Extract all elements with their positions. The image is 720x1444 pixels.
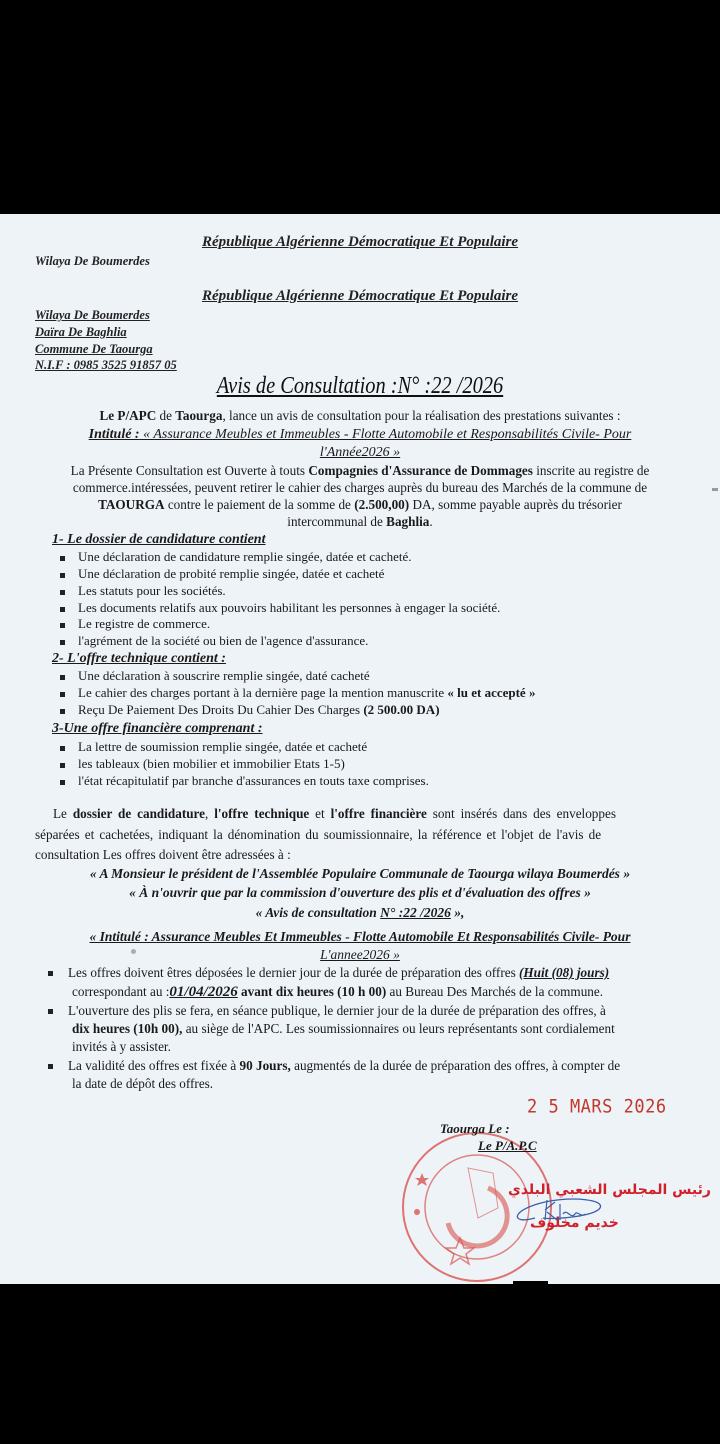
daira-label: Daïra De Baghlia [35,325,127,339]
envelopes-line-2: séparées et cachetées, indiquant la dénomination du soumissionnaire, la référence et l'objet de l'avis de [35,827,602,842]
intitule-label: Intitulé : [88,427,140,442]
intro-apc: Le P/APC [99,408,157,423]
list-item [60,668,370,684]
item-text: Le registre de commerce. [78,616,211,631]
condition-continued [72,984,603,1001]
text: La validité des offres est fixée à [68,1058,240,1073]
page-title: Avis de Consultation :N° :22 /2026 [216,373,504,399]
item-text: l'agrément de la société ou bien de l'agence d'assurance. [78,633,369,648]
intitule-line-2: l'Année2026 » [319,445,401,460]
dossier-bold: dossier de candidature [72,806,206,821]
intitule-line-1 [0,427,720,443]
text: correspondant au : [72,984,170,999]
scan-mark [712,488,718,491]
amount-bold: (2.500,00) [354,497,410,512]
offre-financiere-bold: l'offre financière [330,806,427,821]
bullet-icon [48,1064,53,1069]
ink-smudge [131,949,136,954]
bullet-icon [60,709,65,714]
list-item [60,566,384,582]
text: L'ouverture des plis se fera, en séance publique, le dernier jour de la durée de préparation des offres, à [68,1003,606,1018]
condition-continued [72,1021,615,1037]
intro-taourga: Taourga [175,408,223,423]
bullet-icon [60,607,65,612]
text: inscrite au registre de [532,463,650,478]
text: « Avis de consultation [255,905,381,920]
wilaya-label-2: Wilaya De Boumerdes [35,308,150,322]
item-text: Une déclaration à souscrire remplie singée, daté cacheté [78,668,370,683]
offre-technique-bold: l'offre technique [214,806,310,821]
condition-continued: la date de dépôt des offres. [72,1076,214,1091]
text: intercommunal de [287,514,387,529]
section-2-heading: 2- L'offre technique contient : [52,651,226,666]
arabic-title: رئيس المجلس الشعبي البلدي [508,1182,711,1198]
section-1-heading: 1- Le dossier de candidature contient [52,532,266,547]
text: contre le paiement de la somme de [164,497,355,512]
item-text: les tableaux (bien mobilier et immobilier Etats 1-5) [78,756,345,771]
list-item [60,702,440,718]
place-date-label: Taourga Le : [440,1121,510,1136]
bullet-icon [60,556,65,561]
baghlia-bold: Baghlia [386,514,430,529]
wilaya-label: Wilaya De Boumerdes [35,254,150,268]
bullet-icon [60,590,65,595]
list-item [60,583,226,599]
address-line-2: « À n'ouvrir que par la commission d'ouverture des plis et d'évaluation des offres » [129,885,591,900]
item-text: Une déclaration de probité remplie singée, datée et cacheté [78,566,385,581]
text: . [429,514,433,529]
companies-bold: Compagnies d'Assurance de Dommages [308,463,533,478]
text: et [309,806,331,821]
republic-heading-2: République Algérienne Démocratique Et Populaire [201,288,519,304]
arabic-name: خديم مخلوف [530,1215,619,1231]
envelopes-line-3: consultation Les offres doivent être adressées à : [35,847,291,862]
nif-label: N.I.F : 0985 3525 91857 05 [35,358,177,372]
taourga-bold: TAOURGA [98,497,165,512]
address-intitule-1: « Intitulé : Assurance Meubles Et Immeubles - Flotte Automobile Et Responsabilités Civile- Pour [89,929,631,944]
bullet-icon [60,763,65,768]
item-text: Les documents relatifs aux pouvoirs habilitant les personnes à engager la société. [78,600,501,615]
bullet-icon [60,780,65,785]
bullet-icon [60,623,65,628]
condition-continued: invités à y assister. [72,1039,171,1054]
list-item [60,633,368,649]
deadline-time: avant dix heures (10 h 00) [237,984,387,999]
received-date-stamp: 2 5 MARS 2026 [527,1096,667,1118]
list-item [60,549,412,565]
list-item [60,600,500,616]
intro-sentence [0,408,720,424]
opening-time: dix heures (10h 00), [72,1021,183,1036]
bullet-icon [48,1009,53,1014]
text: Les offres doivent êtres déposées le dernier jour de la durée de préparation des offres [68,965,520,980]
text: La Présente Consultation est Ouverte à touts [70,463,309,478]
text: au siège de l'APC. Les soumissionnaires ou leurs représentants sont cordialement [182,1021,615,1036]
text: sont insérés dans des enveloppes [426,806,616,821]
address-intitule-2: L'annee2026 » [320,947,400,962]
item-text: Le cahier des charges portant à la dernière page la mention manuscrite [78,685,448,700]
bullet-icon [60,692,65,697]
text: DA, somme payable auprès du trésorier [409,497,622,512]
republic-heading: République Algérienne Démocratique Et Populaire [201,234,519,250]
bullet-icon [60,573,65,578]
address-line-1: « A Monsieur le président de l'Assemblée Populaire Communale de Taourga wilaya Boumerdés » [89,866,631,881]
deadline-date: 01/04/2026 [169,984,238,1000]
validity-days: 90 Jours, [239,1058,291,1073]
text: Le [53,806,73,821]
list-item [60,739,367,755]
consultation-line-3 [0,497,720,513]
condition-item [48,965,609,981]
section-3-heading: 3-Une offre financière comprenant : [52,721,263,736]
bullet-icon [48,971,53,976]
item-text: l'état récapitulatif par branche d'assurances en touts taxe comprises. [78,773,429,788]
consultation-line-4 [0,514,720,530]
text: au Bureau Des Marchés de la commune. [386,984,604,999]
text: , [205,806,215,821]
fee-amount: (2 500.00 DA) [363,702,440,717]
bullet-icon [60,746,65,751]
duration: (Huit (08) jours) [519,965,610,980]
scan-edge [513,1281,548,1287]
condition-item [48,1058,620,1074]
intitule-text: « Assurance Meubles et Immeubles - Flotte Automobile et Responsabilités Civile- Pour [139,427,632,442]
address-line-3 [0,905,720,921]
item-text: Reçu De Paiement Des Droits Du Cahier Des Charges [78,702,364,717]
item-text: Les statuts pour les sociétés. [78,583,226,598]
list-item [60,773,429,789]
envelopes-line-1 [53,806,616,822]
intro-text: de [156,408,176,423]
list-item [60,685,535,701]
text: augmentés de la durée de préparation des offres, à compter de [290,1058,621,1073]
commune-label: Commune De Taourga [35,342,153,356]
bullet-icon [60,640,65,645]
consultation-line-2: commerce.intéressées, peuvent retirer le cahier des charges auprès du bureau des Marchés de la commune de [72,480,648,495]
item-text: Une déclaration de candidature remplie singée, datée et cacheté. [78,549,412,564]
lu-et-accepte: « lu et accepté » [447,685,536,700]
bullet-icon [60,675,65,680]
list-item [60,616,210,632]
intro-text-2: , lance un avis de consultation pour la réalisation des prestations suivantes : [222,408,621,423]
consultation-number: N° :22 /2026 [380,905,451,920]
consultation-line-1 [0,463,720,479]
handwritten-signature-icon [505,1190,615,1230]
item-text: La lettre de soumission remplie singée, datée et cacheté [78,739,368,754]
role-label: Le P/A.P.C [478,1138,537,1153]
list-item [60,756,345,772]
text: », [450,905,465,920]
condition-item [48,1003,606,1019]
